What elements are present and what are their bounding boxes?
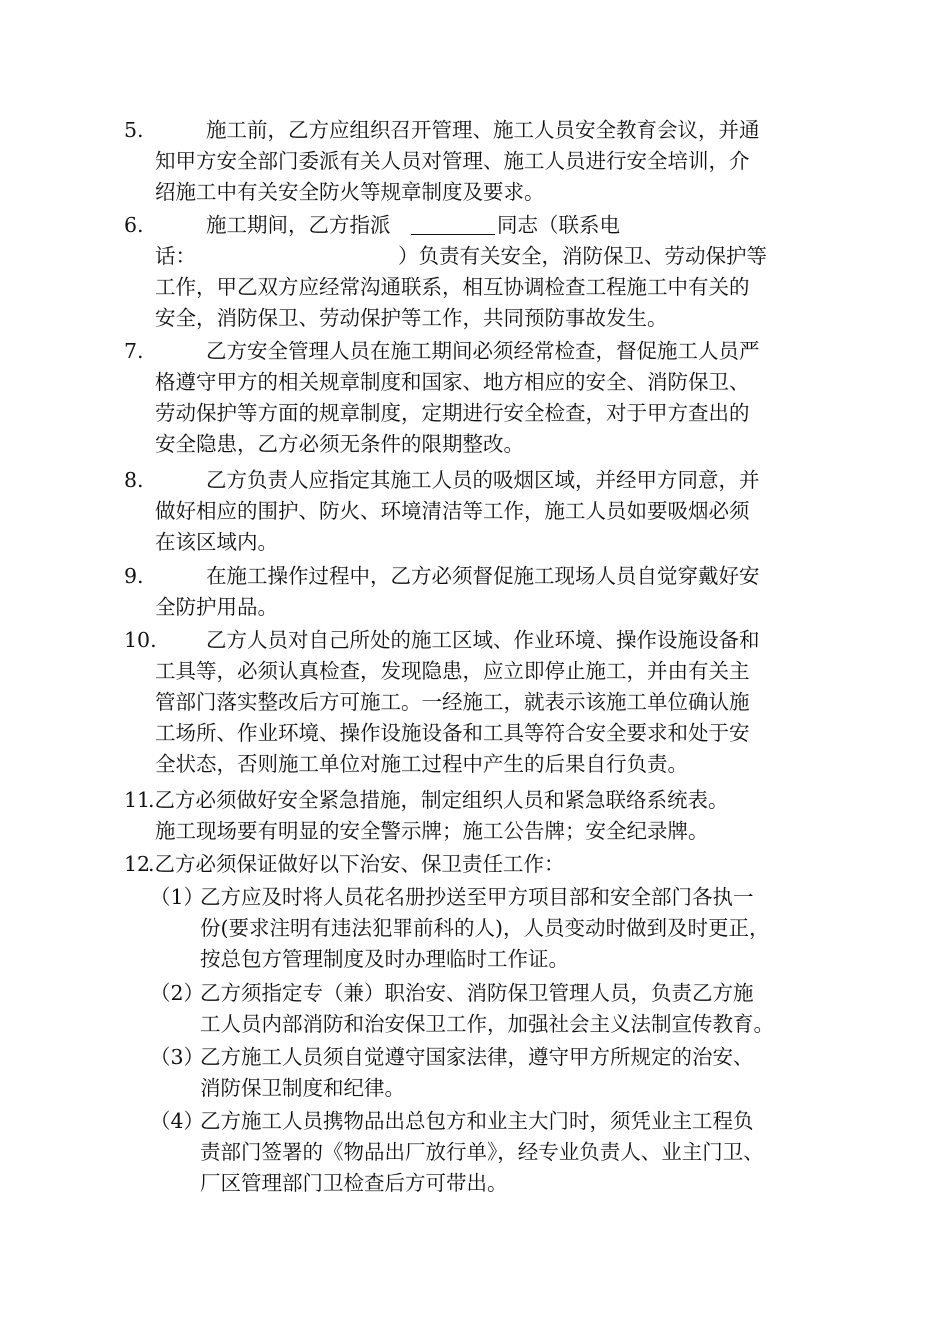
clause-text-line: 格遵守甲方的相关规章制度和国家、地方相应的安全、消防保卫、	[155, 370, 750, 394]
clause-number: 7.	[124, 339, 144, 363]
clause-text-line: 乙方安全管理人员在施工期间必须经常检查，督促施工人员严	[206, 339, 760, 363]
sub-clause-number: （2）	[150, 981, 205, 1005]
clause-text-line: 话：	[155, 244, 196, 268]
clause-text-line: 劳动保护等方面的规章制度，定期进行安全检查，对于甲方查出的	[155, 401, 750, 425]
clause-text-line: 乙方人员对自己所处的施工区域、作业环境、操作设施设备和	[206, 628, 760, 652]
clause-number: 9.	[124, 564, 144, 588]
clause-text-line: 按总包方管理制度及时办理临时工作证。	[200, 947, 569, 971]
clause-text-line: 绍施工中有关安全防火等规章制度及要求。	[155, 180, 545, 204]
clause-text-line: 全防护用品。	[155, 595, 278, 619]
clause-text-line: 乙方施工人员须自觉遵守国家法律，遵守甲方所规定的治安、	[200, 1045, 754, 1069]
clause-text-line: 施工期间，乙方指派	[206, 213, 391, 237]
clause-number: 8.	[124, 468, 144, 492]
clause-text-line: 知甲方安全部门委派有关人员对管理、施工人员进行安全培训，介	[155, 149, 750, 173]
clause-text-line: 乙方应及时将人员花名册抄送至甲方项目部和安全部门各执一	[200, 885, 754, 909]
clause-text-line: 份(要求注明有违法犯罪前科的人)，人员变动时做到及时更正，	[200, 916, 770, 940]
clause-text-line: 施工前，乙方应组织召开管理、施工人员安全教育会议，并通	[206, 118, 760, 142]
clause-text-line: 同志（联系电	[497, 213, 620, 237]
clause-text-line: 消防保卫制度和纪律。	[200, 1076, 405, 1100]
clause-number: 5.	[124, 118, 144, 142]
clause-number: 10.	[124, 628, 157, 652]
clause-text-line: .乙方必须做好安全紧急措施，制定组织人员和紧急联络系统表。	[148, 788, 729, 812]
clause-text-line: 施工现场要有明显的安全警示牌；施工公告牌；安全纪录牌。	[155, 819, 709, 843]
clause-text-line: .乙方必须保证做好以下治安、保卫责任工作：	[148, 852, 565, 876]
sub-clause-number: （4）	[150, 1109, 205, 1133]
clause-text-line: 安全，消防保卫、劳动保护等工作，共同预防事故发生。	[155, 306, 668, 330]
clause-text-line: 安全隐患，乙方必须无条件的限期整改。	[155, 432, 524, 456]
clause-text-line: 责部门签署的《物品出厂放行单》，经专业负责人、业主门卫、	[200, 1140, 764, 1164]
clause-text-line: 工人员内部消防和治安保卫工作，加强社会主义法制宣传教育。	[200, 1012, 774, 1036]
clause-text-line: 在该区域内。	[155, 530, 278, 554]
clause-text-line: 做好相应的围护、防火、环境清洁等工作，施工人员如要吸烟必须	[155, 499, 750, 523]
clause-text-line: 乙方施工人员携物品出总包方和业主大门时，须凭业主工程负	[200, 1109, 754, 1133]
clause-number: 11	[124, 788, 151, 812]
clause-text-line: ）负责有关安全，消防保卫、劳动保护等	[398, 244, 767, 268]
clause-text-line: 工作，甲乙双方应经常沟通联系，相互协调检查工程施工中有关的	[155, 275, 750, 299]
fill-in-blank-name	[411, 234, 495, 235]
sub-clause-number: （3）	[150, 1045, 205, 1069]
clause-text-line: 乙方负责人应指定其施工人员的吸烟区域，并经甲方同意，并	[206, 468, 760, 492]
sub-clause-number: （1）	[150, 885, 205, 909]
clause-text-line: 管部门落实整改后方可施工。一经施工，就表示该施工单位确认施	[155, 690, 750, 714]
clause-text-line: 工具等，必须认真检查，发现隐患，应立即停止施工，并由有关主	[155, 659, 750, 683]
clause-text-line: 全状态，否则施工单位对施工过程中产生的后果自行负责。	[155, 752, 688, 776]
clause-number: 12	[124, 852, 151, 876]
clause-text-line: 工场所、作业环境、操作设施设备和工具等符合安全要求和处于安	[155, 721, 750, 745]
clause-text-line: 厂区管理部门卫检查后方可带出。	[200, 1171, 508, 1195]
clause-text-line: 乙方须指定专（兼）职治安、消防保卫管理人员，负责乙方施	[200, 981, 754, 1005]
clause-text-line: 在施工操作过程中，乙方必须督促施工现场人员自觉穿戴好安	[206, 564, 760, 588]
clause-number: 6.	[124, 213, 144, 237]
